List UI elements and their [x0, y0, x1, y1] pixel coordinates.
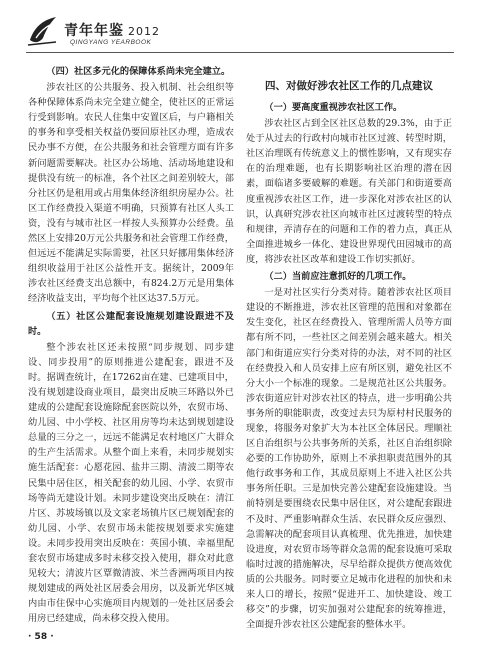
subheading-one: （一）要高度重视涉农社区工作。 [264, 102, 403, 113]
subheading-four: （四）社区多元化的保障体系尚未完全建立。 [46, 66, 231, 77]
paragraph-four: 涉农社区的公共服务、投入机制、社会组织等各种保障体系尚未完全建立健全，使社区的正常运行受到影响。农民人住集中安置区后，与户籍相关的事务和享受相关权益仍要回原社区办理，造成农民办事不方便，在公共服务和社会管理方面有许多新问题需要解决。社区办公场地、活动场地建设和提供没有统一的标准，各个社区之间差别较大，部分社区仍是租用或占用集体经济组织房屋办公。社区工作经费投入渠道不明确，只预算有社区人头工资，没有与城市社区一样按人头预算办公经费。虽然区上安排20万元公共服务和社会管理工作经费，但远远不能满足实际需要，社区只好挪用集体经济组织收益用于社区公益性开支。据统计，2009年涉农社区经费支出总额中，有824.2万元是用集体经济收益支出，平均每个社区达37.5万元。 [28, 82, 234, 305]
subheading-two: （二）当前应注意抓好的几项工作。 [264, 271, 412, 283]
paragraph-one: 涉农社区占到全区社区总数的29.3%，由于正处于从过去的行政村向城市社区过渡、转型时期，社区治理既有传统意义上的惯性影响，又有现实存在的治理难题，也有长期影响社区治理的潜在因素，面临诸多要破解的难题。有关部门和街道要高度重视涉农社区工作，进一步深化对涉农社区的认识，认真研究涉农社区向城市社区过渡转型的特点和规律，弄清存在的问题和工作的着力点，真正从全面推进城乡一体化、建设世界现代田园城市的高度，将涉农社区改革和建设工作切实抓好。 [246, 118, 452, 265]
yearbook-logo-icon [26, 14, 62, 48]
brand-subtitle: QINGYANG YEARBOOK [70, 39, 152, 46]
left-column [28, 62, 234, 626]
subheading-five: （五）社区公建配套设施规划建设跟进不及时。 [28, 310, 234, 337]
brand-title [64, 20, 160, 40]
header-divider [26, 52, 454, 53]
brand-name: 青年年鉴 [64, 23, 124, 39]
right-column [246, 98, 452, 632]
brand-year: 2012 [128, 25, 160, 38]
page-number: · 58 · [28, 632, 54, 642]
section-heading: 四、对做好涉农社区工作的几点建议 [265, 80, 433, 92]
paragraph-five: 整个涉农社区还未按照“同步规划、同步建设、同步投用”的原则推进公建配套，跟进不及时。据调查统计，在17262亩在建、已建项目中，没有规划建设商业项目，最突出反映三环路以外已建成的公建配套设施除配套医院以外，农贸市场、幼儿园、中小学校、社区用房等均未达到规划建设总量的三分之一，远远不能满足农村地区广大群众的生产生活需求。从整个面上来看，未同步规划实施生活配套：心愿花园、盐井三期、清波二期等农民集中居住区，相关配套的幼儿园、小学、农贸市场等尚无建设计划。未同步建设突出反映在：清江片区、苏坡场镇以及文家老场镇片区已规划配套的幼儿园、小学、农贸市场未能按规划要求实施建设。未同步投用突出反映在：英国小镇、幸福里配套农贸市场建成多时未移交投入使用，群众对此意见较大；清波片区覃微清波、米兰香洲两项目内按规划建成的两处社区居委会用房，以及新光华区城内由市住保中心实施项目内规划的一处社区居委会用房已经建成，尚未移交投入使用。 [28, 341, 234, 625]
masthead [26, 14, 176, 50]
paragraph-two: 一是对社区实行分类对待。随着涉农社区项目建设的不断推进，涉农社区管理的范围和对象都在发生变化，社区在经费投入、管理所需人员等方面都有所不同，一些社区之间差别会越来越大。相关部门和街道应实行分类对待的办法，对不同的社区在经费投入和人员安排上应有所区别，避免社区不分大小一个标准的现象。二是规范社区公共服务。涉农街道应针对涉农社区的特点，进一步明确公共事务所的职能职责，改变过去只为原村村民服务的现象，将服务对象扩大为本社区全体居民。理顺社区自治组织与公共事务所的关系，社区自治组织除必要的工作协助外，原则上不承担职责范围外的其他行政事务和工作，其成员原则上不进入社区公共事务所任职。三是加快完善公建配套设施建设。当前特别是要围绕农民集中居住区，对公建配套跟进不及时、严重影响群众生活、农民群众反应强烈、急需解决的配套项目认真梳理、优先推进，加快建设进度，对农贸市场等群众急需的配套设施可采取临时过渡的措施解决，尽早给群众提供方便高效优质的公共服务。同时要立足城市化进程的加快和未来人口的增长，按照“促进开工、加快建设、竣工移交”的步骤，切实加强对公建配套的统筹推进，全面提升涉农社区公建配套的整体水平。 [246, 287, 452, 631]
